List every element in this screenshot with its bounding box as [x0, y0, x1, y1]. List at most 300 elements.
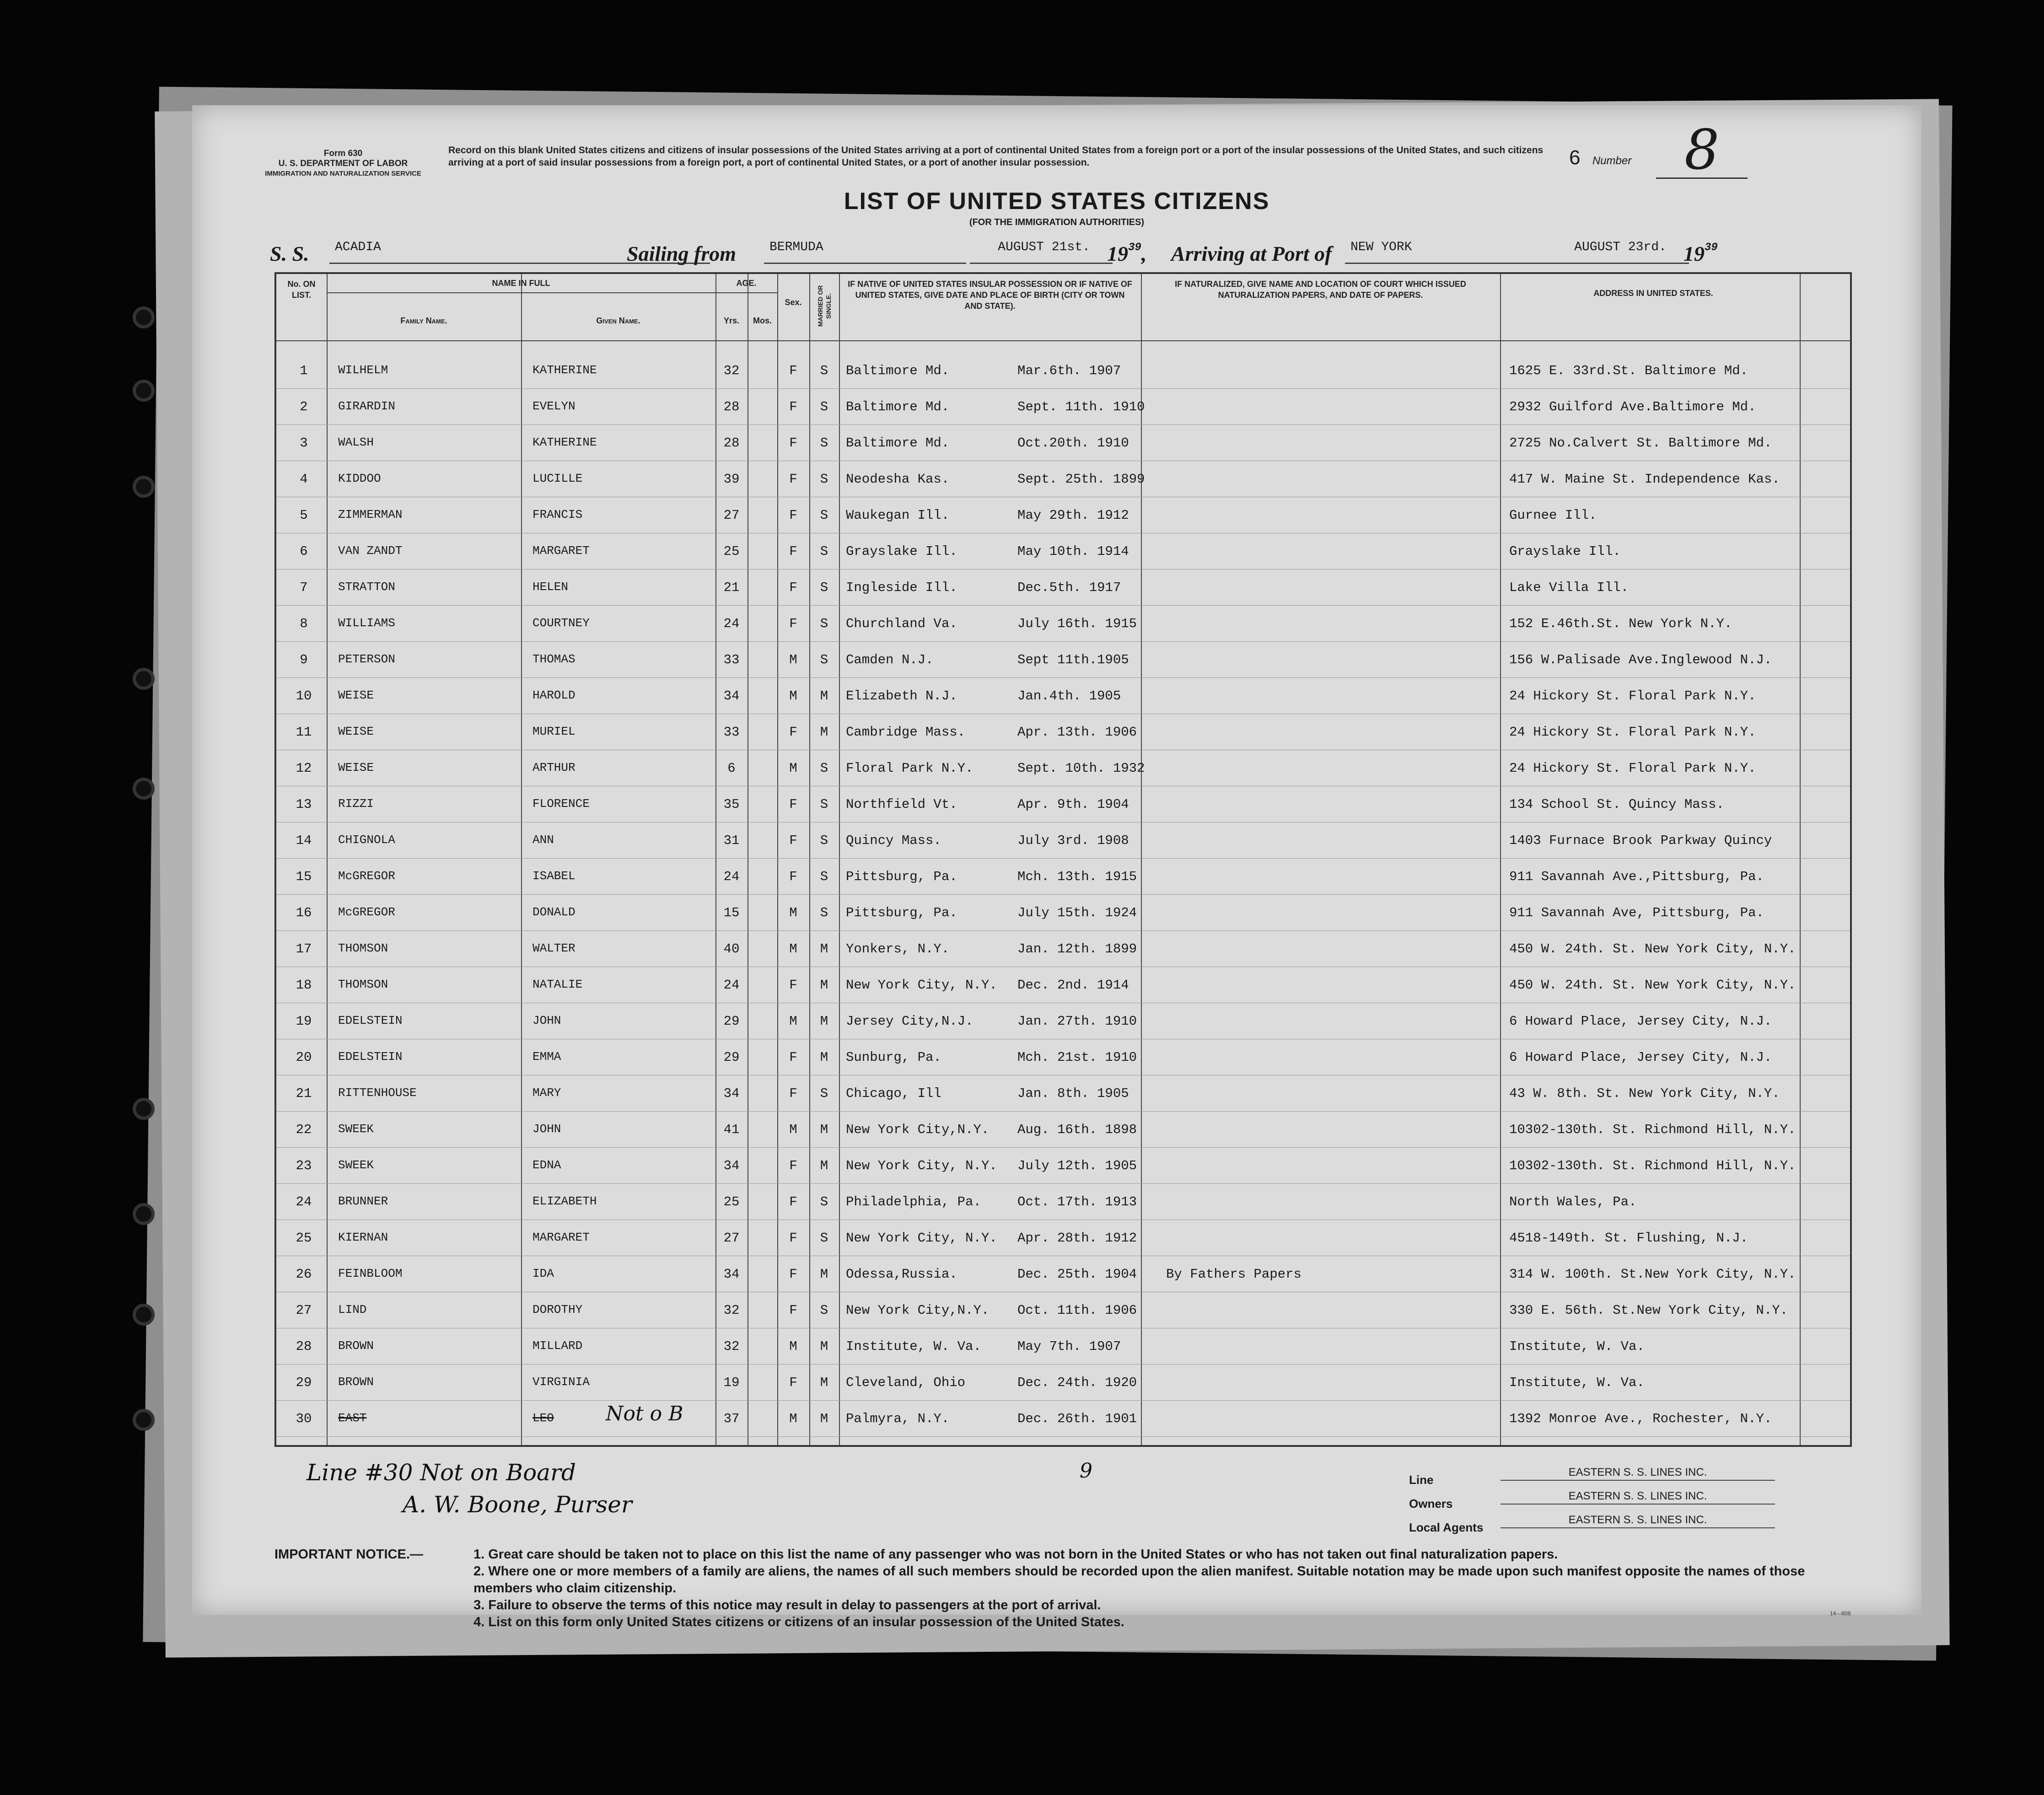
- row-number: 23: [296, 1158, 312, 1173]
- us-address: 4518-149th. St. Flushing, N.J.: [1509, 1231, 1748, 1246]
- married-single: S: [820, 1194, 828, 1209]
- sex: M: [789, 761, 797, 776]
- sex: F: [789, 1086, 797, 1101]
- family-name: RIZZI: [338, 797, 374, 811]
- age-years: 34: [723, 688, 740, 704]
- birth-date: Dec.5th. 1917: [1017, 580, 1121, 595]
- age-years: 24: [723, 869, 740, 884]
- sex: F: [789, 1050, 797, 1065]
- birth-date: July 12th. 1905: [1017, 1158, 1137, 1173]
- married-single: M: [820, 725, 828, 740]
- married-single: M: [820, 1411, 828, 1426]
- birth-place: Baltimore Md.: [846, 363, 950, 378]
- birth-place: Ingleside Ill.: [846, 580, 957, 595]
- birth-place: Elizabeth N.J.: [846, 688, 957, 704]
- arrival-year-value: 39: [1705, 242, 1718, 254]
- header-divider: [276, 340, 1850, 341]
- sex: F: [789, 508, 797, 523]
- birth-date: Apr. 9th. 1904: [1017, 797, 1129, 812]
- family-name: LIND: [338, 1303, 367, 1317]
- family-name: KIDDOO: [338, 472, 381, 485]
- family-name: KIERNAN: [338, 1231, 388, 1244]
- header-name-in-full: NAME IN FULL: [492, 279, 550, 288]
- us-address: 24 Hickory St. Floral Park N.Y.: [1509, 725, 1756, 740]
- given-name: MARGARET: [533, 1231, 590, 1244]
- married-single: M: [820, 688, 828, 704]
- given-name: ANN: [533, 833, 554, 847]
- row-number: 4: [300, 472, 308, 487]
- given-name: WALTER: [533, 941, 576, 955]
- us-address: Lake Villa Ill.: [1509, 580, 1629, 595]
- sex: M: [789, 941, 797, 957]
- line-label: Line: [1409, 1473, 1434, 1487]
- family-name: RITTENHOUSE: [338, 1086, 417, 1100]
- age-years: 24: [723, 616, 740, 631]
- given-name: MARGARET: [533, 544, 590, 558]
- sex: F: [789, 472, 797, 487]
- row-number: 27: [296, 1303, 312, 1318]
- row-number: 10: [296, 688, 312, 704]
- given-name: KATHERINE: [533, 363, 597, 377]
- sex: F: [789, 435, 797, 451]
- sex: M: [789, 905, 797, 920]
- sex: F: [789, 1158, 797, 1173]
- row-number: 24: [296, 1194, 312, 1209]
- us-address: 10302-130th. St. Richmond Hill, N.Y.: [1509, 1158, 1796, 1173]
- birth-place: Floral Park N.Y.: [846, 761, 974, 776]
- us-address: North Wales, Pa.: [1509, 1194, 1637, 1209]
- table-row: [276, 605, 1850, 606]
- birth-date: Sept 11th.1905: [1017, 652, 1129, 667]
- birth-place: Yonkers, N.Y.: [846, 941, 950, 957]
- line30-handwritten-note: Line #30 Not on Board: [307, 1459, 576, 1486]
- birth-place: Jersey City,N.J.: [846, 1014, 974, 1029]
- age-years: 32: [723, 1339, 740, 1354]
- binder-hole: [133, 778, 155, 800]
- row-number: 26: [296, 1267, 312, 1282]
- family-name: ZIMMERMAN: [338, 508, 403, 521]
- us-address: Institute, W. Va.: [1509, 1339, 1645, 1354]
- us-address: 1403 Furnace Brook Parkway Quincy: [1509, 833, 1772, 848]
- family-name: WEISE: [338, 725, 374, 738]
- family-name: FEINBLOOM: [338, 1267, 403, 1280]
- married-single: M: [820, 1375, 828, 1390]
- form-code: 14—608: [1830, 1610, 1851, 1617]
- notice-item: 4. List on this form only United States citizens or citizens of an insular possession of the United States.: [473, 1615, 1124, 1629]
- owners-label: Owners: [1409, 1497, 1453, 1510]
- column-divider: [809, 274, 810, 1445]
- sex: M: [789, 1339, 797, 1354]
- us-address: 1625 E. 33rd.St. Baltimore Md.: [1509, 363, 1748, 378]
- row-number: 22: [296, 1122, 312, 1137]
- given-name: MILLARD: [533, 1339, 583, 1353]
- ship-name: ACADIA: [329, 242, 710, 264]
- birth-place: Chicago, Ill: [846, 1086, 941, 1101]
- header-divider: [327, 292, 715, 293]
- us-address: 24 Hickory St. Floral Park N.Y.: [1509, 761, 1756, 776]
- given-name: FLORENCE: [533, 797, 590, 811]
- birth-place: Northfield Vt.: [846, 797, 957, 812]
- sex: F: [789, 1303, 797, 1318]
- column-divider: [715, 274, 716, 1445]
- sail-year-value: 39: [1128, 242, 1141, 254]
- sail-year: $19^{39}$,: [1107, 242, 1147, 265]
- binder-hole: [133, 306, 155, 328]
- us-address: 450 W. 24th. St. New York City, N.Y.: [1509, 941, 1796, 957]
- birth-place: Odessa,Russia.: [846, 1267, 957, 1282]
- header-birth: IF NATIVE OF UNITED STATES INSULAR POSSESSION OR IF NATIVE OF UNITED STATES, GIVE DATE AND PLACE OF BIRTH (CITY OR TOWN AND STATE).: [848, 279, 1132, 311]
- sex: M: [789, 688, 797, 704]
- birth-place: Neodesha Kas.: [846, 472, 950, 487]
- birth-date: Dec. 2nd. 1914: [1017, 978, 1129, 993]
- sex: F: [789, 580, 797, 595]
- us-address: 450 W. 24th. St. New York City, N.Y.: [1509, 978, 1796, 993]
- column-divider: [521, 274, 522, 1445]
- us-address: 330 E. 56th. St.New York City, N.Y.: [1509, 1303, 1788, 1318]
- form-number: Form 630: [323, 149, 363, 158]
- binder-hole: [133, 668, 155, 690]
- married-single: M: [820, 1122, 828, 1137]
- birth-place: Churchland Va.: [846, 616, 957, 631]
- notice-item: 1. Great care should be taken not to place on this list the name of any passenger who was not born in the United States or who has not taken out final naturalization papers.: [473, 1547, 1558, 1562]
- table-row: [276, 388, 1850, 389]
- birth-date: May 7th. 1907: [1017, 1339, 1121, 1354]
- year-prefix: 19: [1107, 242, 1128, 265]
- given-name: DOROTHY: [533, 1303, 583, 1317]
- owners-value: EASTERN S. S. LINES INC.: [1501, 1490, 1775, 1505]
- arriving-label: Arriving at Port of: [1171, 242, 1332, 265]
- given-name: COURTNEY: [533, 616, 590, 630]
- passenger-table: [274, 272, 1852, 1447]
- birth-date: Dec. 26th. 1901: [1017, 1411, 1137, 1426]
- table-row: [276, 894, 1850, 895]
- birth-date: Jan. 12th. 1899: [1017, 941, 1137, 957]
- us-address: 314 W. 100th. St.New York City, N.Y.: [1509, 1267, 1796, 1282]
- family-name: EAST: [338, 1411, 367, 1425]
- header-given-name: Given Name.: [596, 316, 640, 325]
- us-address: 152 E.46th.St. New York N.Y.: [1509, 616, 1732, 631]
- given-name: VIRGINIA: [533, 1375, 590, 1389]
- us-address: 911 Savannah Ave, Pittsburg, Pa.: [1509, 905, 1764, 920]
- us-address: 417 W. Maine St. Independence Kas.: [1509, 472, 1780, 487]
- column-divider: [839, 274, 840, 1445]
- row-number: 30: [296, 1411, 312, 1426]
- married-single: M: [820, 941, 828, 957]
- age-years: 25: [723, 1194, 740, 1209]
- us-address: 10302-130th. St. Richmond Hill, N.Y.: [1509, 1122, 1796, 1137]
- birth-date: Jan.4th. 1905: [1017, 688, 1121, 704]
- birth-place: New York City, N.Y.: [846, 1158, 997, 1173]
- age-years: 34: [723, 1267, 740, 1282]
- notice-title: IMPORTANT NOTICE.—: [274, 1547, 423, 1562]
- birth-date: Dec. 24th. 1920: [1017, 1375, 1137, 1390]
- family-name: THOMSON: [338, 941, 388, 955]
- table-row: [276, 1183, 1850, 1184]
- given-name: LEO: [533, 1411, 554, 1425]
- row-number: 3: [300, 435, 308, 451]
- binder-hole: [133, 1098, 155, 1120]
- header-family-name: Family Name.: [400, 316, 447, 325]
- table-row: [276, 858, 1850, 859]
- family-name: STRATTON: [338, 580, 395, 594]
- header-yrs: Yrs.: [723, 316, 740, 325]
- family-name: McGREGOR: [338, 905, 395, 919]
- given-name: IDA: [533, 1267, 554, 1280]
- birth-place: Pittsburg, Pa.: [846, 869, 957, 884]
- family-name: THOMSON: [338, 978, 388, 991]
- sex: F: [789, 1267, 797, 1282]
- birth-date: Dec. 25th. 1904: [1017, 1267, 1137, 1282]
- birth-date: Oct.20th. 1910: [1017, 435, 1129, 451]
- header-age: AGE.: [736, 279, 757, 288]
- row-number: 8: [300, 616, 308, 631]
- age-years: 27: [723, 1231, 740, 1246]
- sex: F: [789, 1231, 797, 1246]
- table-row: [276, 641, 1850, 642]
- table-row: [276, 1364, 1850, 1365]
- given-name: MURIEL: [533, 725, 576, 738]
- given-name: MARY: [533, 1086, 561, 1100]
- binder-hole: [133, 476, 155, 498]
- naturalization-info: By Fathers Papers: [1166, 1267, 1302, 1282]
- birth-place: Baltimore Md.: [846, 399, 950, 414]
- us-address: 24 Hickory St. Floral Park N.Y.: [1509, 688, 1756, 704]
- table-row: [276, 677, 1850, 678]
- column-divider: [327, 274, 328, 1445]
- family-name: EDELSTEIN: [338, 1050, 403, 1064]
- birth-date: Mch. 13th. 1915: [1017, 869, 1137, 884]
- agents-value: EASTERN S. S. LINES INC.: [1501, 1514, 1775, 1528]
- age-years: 35: [723, 797, 740, 812]
- age-years: 29: [723, 1050, 740, 1065]
- age-years: 27: [723, 508, 740, 523]
- us-address: Gurnee Ill.: [1509, 508, 1597, 523]
- family-name: EDELSTEIN: [338, 1014, 403, 1027]
- birth-date: Oct. 17th. 1913: [1017, 1194, 1137, 1209]
- binder-hole: [133, 1304, 155, 1326]
- birth-date: July 16th. 1915: [1017, 616, 1137, 631]
- table-row: [276, 930, 1850, 931]
- married-single: S: [820, 544, 828, 559]
- page-title: LIST OF UNITED STATES CITIZENS: [844, 188, 1270, 215]
- given-name: JOHN: [533, 1122, 561, 1136]
- header-sex: Sex.: [785, 298, 802, 307]
- row-number: 20: [296, 1050, 312, 1065]
- married-single: S: [820, 761, 828, 776]
- age-years: 33: [723, 725, 740, 740]
- column-divider: [1500, 274, 1501, 1445]
- row-number: 11: [296, 725, 312, 740]
- table-row: [276, 1147, 1850, 1148]
- sail-date: AUGUST 21st.: [970, 242, 1113, 264]
- table-row: [276, 569, 1850, 570]
- birth-place: New York City,N.Y.: [846, 1303, 990, 1318]
- age-years: 21: [723, 580, 740, 595]
- birth-place: Pittsburg, Pa.: [846, 905, 957, 920]
- birth-place: Philadelphia, Pa.: [846, 1194, 981, 1209]
- sex: M: [789, 1411, 797, 1426]
- given-name: EMMA: [533, 1050, 561, 1064]
- married-single: M: [820, 1267, 828, 1282]
- given-name: JOHN: [533, 1014, 561, 1027]
- sex: F: [789, 978, 797, 993]
- birth-place: Quincy Mass.: [846, 833, 941, 848]
- given-name: DONALD: [533, 905, 576, 919]
- us-address: 2932 Guilford Ave.Baltimore Md.: [1509, 399, 1756, 414]
- age-years: 37: [723, 1411, 740, 1426]
- age-years: 33: [723, 652, 740, 667]
- arrival-date: AUGUST 23rd.: [1546, 242, 1689, 264]
- sex: F: [789, 399, 797, 414]
- married-single: M: [820, 978, 828, 993]
- us-address: 6 Howard Place, Jersey City, N.J.: [1509, 1014, 1772, 1029]
- birth-place: Cleveland, Ohio: [846, 1375, 966, 1390]
- us-address: 134 School St. Quincy Mass.: [1509, 797, 1724, 812]
- birth-date: Apr. 28th. 1912: [1017, 1231, 1137, 1246]
- married-single: S: [820, 580, 828, 595]
- age-years: 6: [727, 761, 736, 776]
- us-address: 43 W. 8th. St. New York City, N.Y.: [1509, 1086, 1780, 1101]
- birth-date: May 10th. 1914: [1017, 544, 1129, 559]
- family-name: SWEEK: [338, 1158, 374, 1172]
- birth-place: Palmyra, N.Y.: [846, 1411, 950, 1426]
- age-years: 40: [723, 941, 740, 957]
- number-label-group: [1569, 146, 1631, 169]
- row-number: 17: [296, 941, 312, 957]
- age-years: 19: [723, 1375, 740, 1390]
- notice-item: 2. Where one or more members of a family are aliens, the names of all such members should be recorded upon the alien manifest. Suitable notation may be made upon such manifest opposite the names of those members who claim citizenship.: [473, 1564, 1805, 1596]
- row-number: 9: [300, 652, 308, 667]
- sheet-number: 8: [1656, 124, 1748, 179]
- birth-date: Oct. 11th. 1906: [1017, 1303, 1137, 1318]
- family-name: WILLIAMS: [338, 616, 395, 630]
- header-no: No. ON LIST.: [287, 279, 316, 300]
- family-name: BROWN: [338, 1375, 374, 1389]
- service: IMMIGRATION AND NATURALIZATION SERVICE: [265, 170, 421, 177]
- married-single: S: [820, 399, 828, 414]
- column-divider: [1141, 274, 1142, 1445]
- header-naturalized: IF NATURALIZED, GIVE NAME AND LOCATION OF COURT WHICH ISSUED NATURALIZATION PAPERS, AND DATE OF PAPERS.: [1175, 279, 1466, 300]
- family-name: WALSH: [338, 435, 374, 449]
- married-single: S: [820, 363, 828, 378]
- department: U. S. DEPARTMENT OF LABOR: [278, 159, 408, 168]
- row-number: 21: [296, 1086, 312, 1101]
- birth-date: Sept. 25th. 1899: [1017, 472, 1145, 487]
- given-name: ELIZABETH: [533, 1194, 597, 1208]
- birth-place: Camden N.J.: [846, 652, 934, 667]
- birth-date: Jan. 27th. 1910: [1017, 1014, 1137, 1029]
- intro-text: Record on this blank United States citizens and citizens of insular possessions of the United States arriving at a port of continental United States from a foreign port or a port of the insular possessions of the United States, and such citizens arriving at a port of said insular possessions from a foreign port, a port of continental United States, or a port of another insular possession.: [448, 145, 1544, 168]
- us-address: 156 W.Palisade Ave.Inglewood N.J.: [1509, 652, 1772, 667]
- agents-label: Local Agents: [1409, 1521, 1484, 1534]
- birth-place: Sunburg, Pa.: [846, 1050, 941, 1065]
- birth-place: Cambridge Mass.: [846, 725, 966, 740]
- birth-date: May 29th. 1912: [1017, 508, 1129, 523]
- margin-mark: 9: [1080, 1459, 1092, 1483]
- birth-date: Jan. 8th. 1905: [1017, 1086, 1129, 1101]
- row-number: 15: [296, 869, 312, 884]
- family-name: BROWN: [338, 1339, 374, 1353]
- table-row: [276, 1111, 1850, 1112]
- us-address: 6 Howard Place, Jersey City, N.J.: [1509, 1050, 1772, 1065]
- given-name: ARTHUR: [533, 761, 576, 774]
- sex: F: [789, 544, 797, 559]
- sex: M: [789, 1122, 797, 1137]
- age-years: 41: [723, 1122, 740, 1137]
- row-number: 18: [296, 978, 312, 993]
- us-address: Institute, W. Va.: [1509, 1375, 1645, 1390]
- header-mos: Mos.: [753, 316, 772, 325]
- sex: F: [789, 833, 797, 848]
- given-name: ISABEL: [533, 869, 576, 883]
- birth-date: Apr. 13th. 1906: [1017, 725, 1137, 740]
- age-years: 32: [723, 363, 740, 378]
- us-address: 1392 Monroe Ave., Rochester, N.Y.: [1509, 1411, 1772, 1426]
- row30-not-on-board-note: Not o B: [606, 1402, 683, 1425]
- birth-date: Mar.6th. 1907: [1017, 363, 1121, 378]
- married-single: S: [820, 1303, 828, 1318]
- birth-date: July 3rd. 1908: [1017, 833, 1129, 848]
- married-single: S: [820, 472, 828, 487]
- birth-place: New York City,N.Y.: [846, 1122, 990, 1137]
- binder-hole: [133, 1409, 155, 1431]
- sex: M: [789, 652, 797, 667]
- row-number: 2: [300, 399, 308, 414]
- birth-date: Mch. 21st. 1910: [1017, 1050, 1137, 1065]
- row-number: 19: [296, 1014, 312, 1029]
- married-single: M: [820, 1158, 828, 1173]
- line-value: EASTERN S. S. LINES INC.: [1501, 1466, 1775, 1481]
- married-single: S: [820, 1231, 828, 1246]
- row-number: 6: [300, 544, 308, 559]
- row-number: 5: [300, 508, 308, 523]
- birth-place: New York City, N.Y.: [846, 1231, 997, 1246]
- family-name: GIRARDIN: [338, 399, 395, 413]
- row-number: 14: [296, 833, 312, 848]
- column-divider: [777, 274, 778, 1445]
- age-years: 31: [723, 833, 740, 848]
- age-years: 34: [723, 1086, 740, 1101]
- sailing-from: BERMUDA: [764, 242, 966, 264]
- given-name: HELEN: [533, 580, 569, 594]
- arrival-port: NEW YORK: [1345, 242, 1547, 264]
- row-number: 7: [300, 580, 308, 595]
- header-married-single: MARRIED OR SINGLE.: [817, 285, 832, 327]
- sex: F: [789, 1194, 797, 1209]
- row-number: 28: [296, 1339, 312, 1354]
- family-name: WILHELM: [338, 363, 388, 377]
- given-name: LUCILLE: [533, 472, 583, 485]
- row-number: 29: [296, 1375, 312, 1390]
- number-label: Number: [1592, 155, 1632, 167]
- sex: F: [789, 363, 797, 378]
- birth-date: Sept. 10th. 1932: [1017, 761, 1145, 776]
- row-number: 25: [296, 1231, 312, 1246]
- given-name: FRANCIS: [533, 508, 583, 521]
- table-row: [276, 1436, 1850, 1437]
- sex: M: [789, 1014, 797, 1029]
- age-years: 34: [723, 1158, 740, 1173]
- sex: F: [789, 725, 797, 740]
- sheet-prefix: 6: [1569, 146, 1581, 169]
- age-years: 29: [723, 1014, 740, 1029]
- married-single: S: [820, 652, 828, 667]
- given-name: HAROLD: [533, 688, 576, 702]
- birth-place: Waukegan Ill.: [846, 508, 950, 523]
- header-divider: [715, 292, 777, 293]
- sex: F: [789, 869, 797, 884]
- age-years: 15: [723, 905, 740, 920]
